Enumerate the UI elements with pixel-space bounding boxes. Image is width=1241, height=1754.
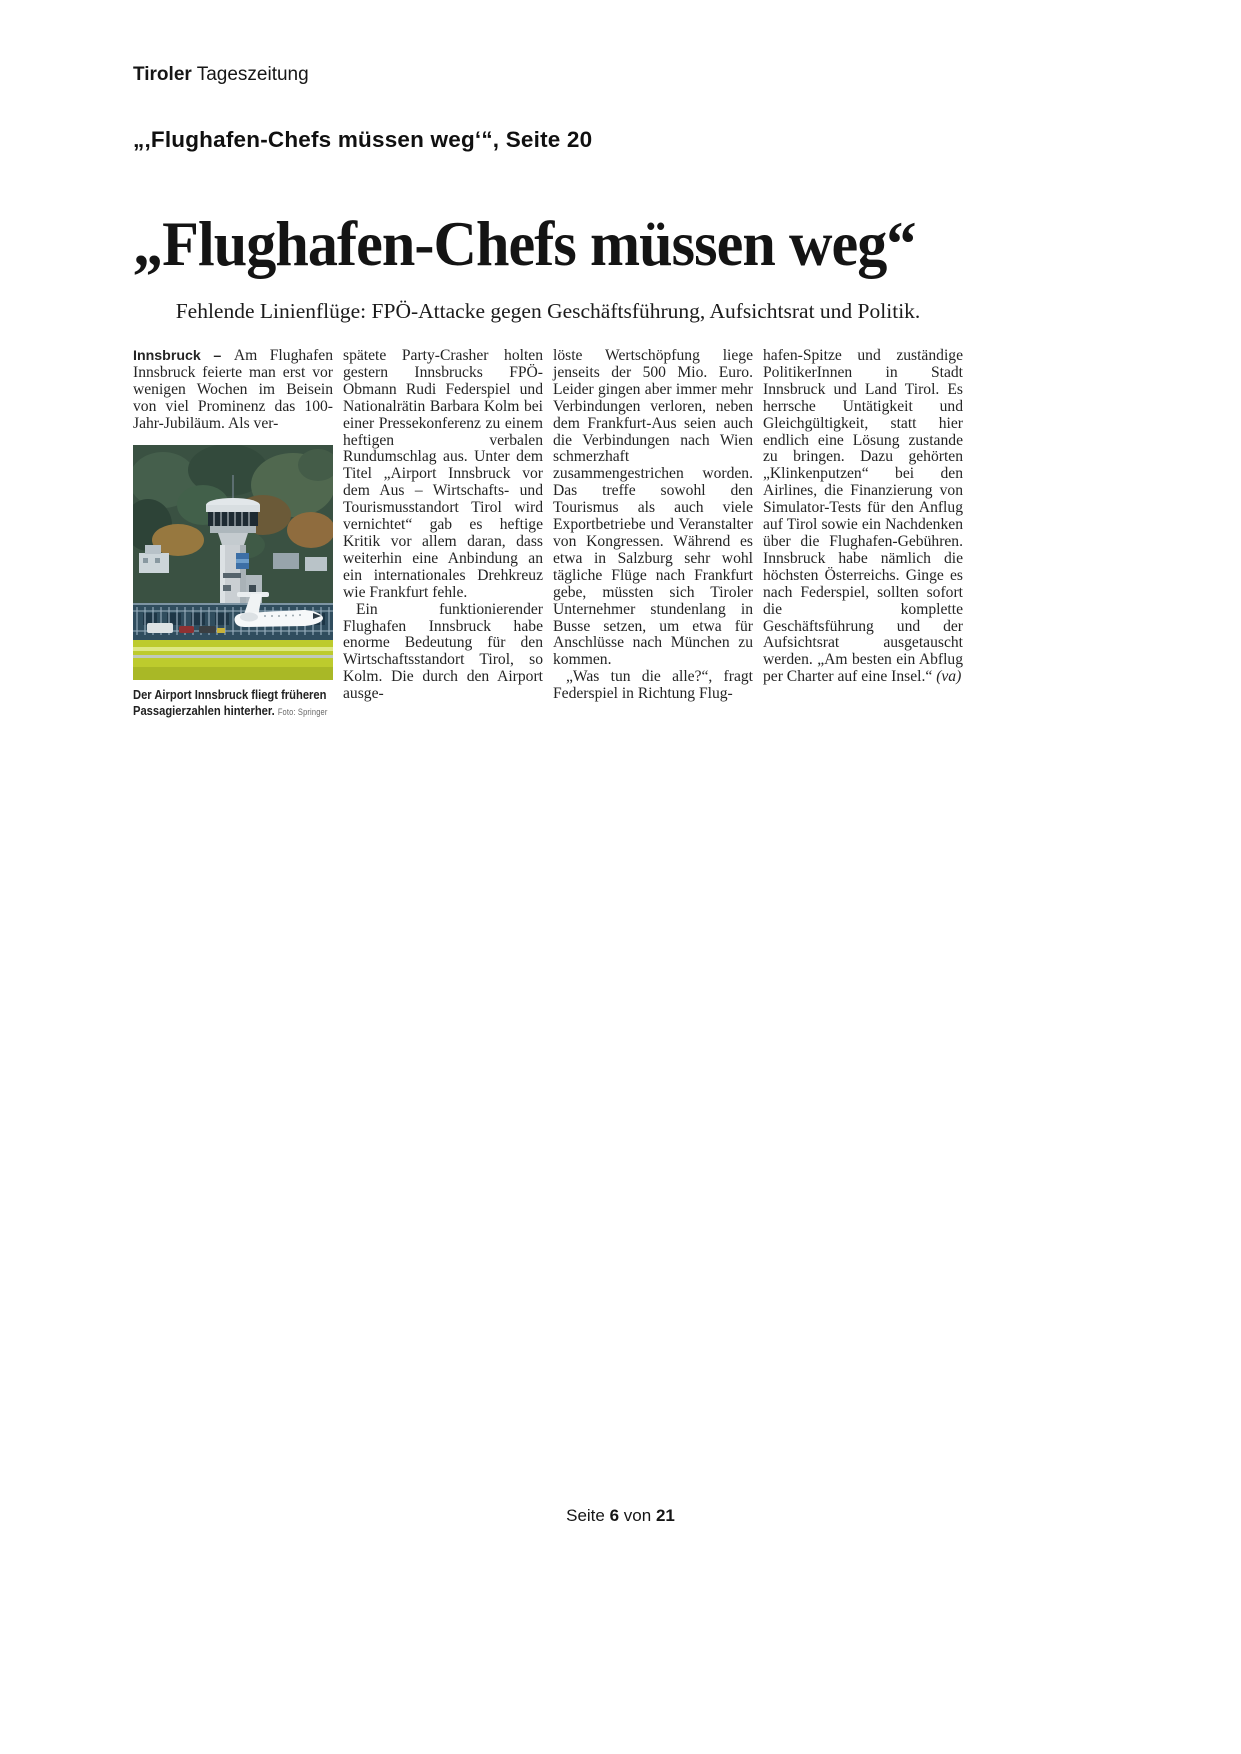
article-columns [133, 348, 963, 721]
airport-photo [133, 445, 333, 680]
paragraph-text: hafen-Spitze und zuständige PolitikerInnen in Stadt Innsbruck und Land Tirol. Es herrsche Untätigkeit und Gleichgültigkeit, statt hier endlich eine Lösung zustande zu bringen. Dazu gehörten „Klinkenputzen“ bei den Airlines, die Finanzierung von Simulator-Tests für den Anflug auf Tirol sowie ein Nachdenken über die Flughafen-Gebühren. Innsbruck habe nämlich die höchsten Österreichs. Ginge es nach Federspiel, sollten sofort die komplette Geschäftsführung und der Aufsichtsrat ausgetauscht werden. „Am besten ein Abflug per Charter auf eine Insel.“ [763, 347, 963, 686]
article-headline: „Flughafen-Chefs müssen weg“ [133, 208, 916, 279]
photo-credit: Foto: Springer [277, 707, 328, 718]
paragraph [763, 348, 963, 686]
publication-name-bold: Tiroler [133, 64, 192, 85]
author-signature: (va) [936, 668, 962, 686]
article-subheadline: Fehlende Linienflüge: FPÖ-Attacke gegen Geschäftsführung, Aufsichtsrat und Politik. [175, 299, 921, 323]
airport-photo-illustration [133, 445, 333, 680]
footer-label-of: von [623, 1506, 652, 1525]
paragraph: löste Wertschöpfung liege jenseits der 500 Mio. Euro. Leider gingen aber immer mehr Verbindungen verloren, neben dem Frankfurt-Aus seien auch die Verbindungen nach Wien schmerzhaft zusammengestrichen worden. Das treffe sowohl den Tourismus als auch viele Exportbetriebe und Veranstalter von Kongressen. Während es etwa in Salzburg sehr wohl tägliche Flüge nach Frankfurt gebe, müssten sich Tiroler Unternehmer stundenlang in Busse setzen, um etwa für Anschlüsse nach München zu kommen. [553, 347, 753, 669]
paragraph: „Was tun die alle?“, fragt Federspiel in Richtung Flug- [553, 668, 753, 703]
paragraph-text: Am Flughafen Innsbruck feierte man erst vor wenigen Wochen im Beisein von viel Prominenz das 100-Jahr-Jubiläum. Als ver- [133, 347, 333, 432]
article-column-4 [763, 348, 963, 721]
dateline: Innsbruck – [133, 348, 234, 364]
footer-label-page: Seite [566, 1506, 605, 1525]
photo-caption [133, 687, 333, 721]
article-column-1 [133, 348, 333, 721]
publication-name [133, 64, 309, 86]
paragraph [133, 348, 333, 433]
article-column-2 [343, 348, 543, 721]
clipping-title: „‚Flughafen-Chefs müssen weg‘“, Seite 20 [133, 127, 593, 152]
photo-caption-text: Der Airport Innsbruck fliegt früheren Passagierzahlen hinterher. [133, 686, 327, 719]
footer-page-total: 21 [655, 1506, 675, 1525]
paragraph: Ein funktionierender Flughafen Innsbruck habe enorme Bedeutung für den Wirtschaftsstandort Tirol, so Kolm. Die durch den Airport ausge- [343, 600, 543, 703]
publication-name-rest: Tageszeitung [196, 64, 309, 85]
footer-page-current: 6 [609, 1506, 620, 1525]
paragraph: spätete Party-Crasher holten gestern Innsbrucks FPÖ-Obmann Rudi Federspiel und Nationalrätin Barbara Kolm bei einer Pressekonferenz zu einem heftigen verbalen Rundumschlag aus. Unter dem Titel „Airport Innsbruck vor dem Aus – Wirtschafts- und Tourismusstandort Tirol wird vernichtet“ gab es heftige Kritik vor allem daran, dass weiterhin eine Anbindung an ein internationales Drehkreuz wie Frankfurt fehle. [343, 347, 543, 601]
page-footer [0, 1506, 1241, 1526]
article-column-3 [553, 348, 753, 721]
grass-strip [133, 640, 333, 680]
